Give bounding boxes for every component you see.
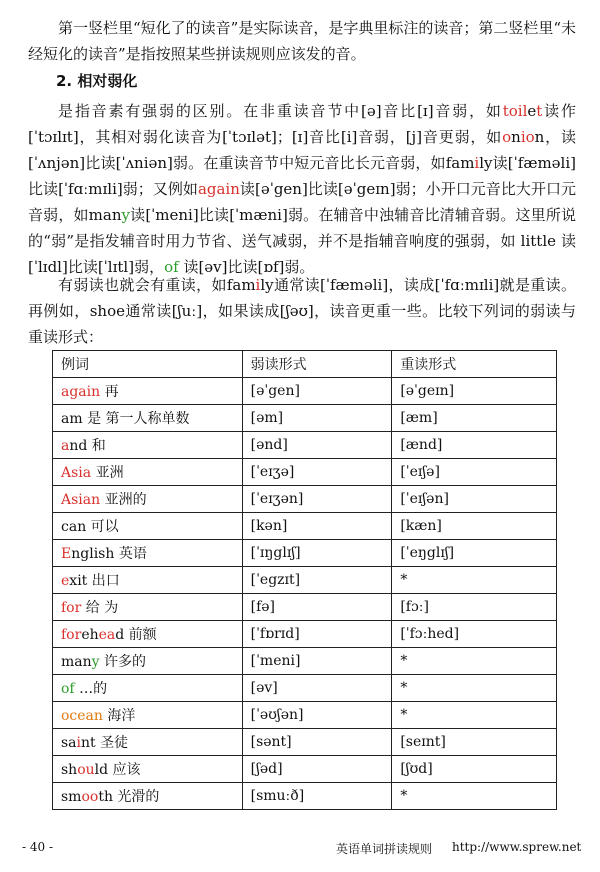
- strong-form-cell: [ˈeɪʃən]: [392, 486, 557, 513]
- table-row: [53, 567, 557, 594]
- strong-form-cell: [æm]: [392, 405, 557, 432]
- text-run: 通常读[ʃuː]，如果读成[ʃəʊ]，读音更重一些。比较下列词的弱读与重读形式：: [28, 302, 576, 346]
- example-word-cell: [53, 540, 243, 567]
- strong-form-cell: [ˈeɪʃə]: [392, 459, 557, 486]
- example-word-cell: [53, 783, 243, 810]
- table-row: [53, 702, 557, 729]
- text-run: i: [474, 154, 480, 172]
- strong-form-cell: *: [392, 567, 557, 594]
- text-run: a: [61, 438, 70, 454]
- example-word-cell: [53, 756, 243, 783]
- word-meaning: 英语: [114, 546, 147, 562]
- example-word-cell: [53, 513, 243, 540]
- text-run: of: [164, 258, 179, 276]
- text-run: nd: [69, 438, 88, 454]
- text-run: 读[əˈgen]比读[əˈgeɪn]弱；小开口元音比大开口元音弱，如: [28, 180, 576, 224]
- text-run: 读[ˈlɪdl]比读[ˈlɪtl]弱，: [28, 232, 576, 276]
- text-run: ld: [94, 762, 109, 778]
- header-weak-form: 弱读形式: [242, 351, 392, 378]
- paragraph-relative-weakening: [28, 98, 576, 280]
- paragraph-stressed-forms: [28, 272, 576, 350]
- strong-form-cell: [fɔː]: [392, 594, 557, 621]
- strong-form-cell: [ʃʊd]: [392, 756, 557, 783]
- text-run: 读[ˈmeni]比读[ˈmæni]弱。在辅音中浊辅音比清辅音弱。这里所说的“弱”是指发辅音时用力节省、送气减弱，并不是指辅音响度的强弱，如 li: [28, 206, 576, 250]
- word-meaning: 前额: [124, 627, 157, 643]
- text-run: eh: [81, 627, 99, 643]
- word-meaning: …的: [74, 681, 108, 697]
- text-run: for: [61, 627, 82, 643]
- example-word-cell: [53, 459, 243, 486]
- table-row: [53, 432, 557, 459]
- text-run: man: [61, 654, 92, 670]
- text-run: ea: [98, 627, 116, 643]
- weak-form-cell: [kən]: [242, 513, 392, 540]
- example-word-cell: [53, 567, 243, 594]
- weak-form-cell: [ʃəd]: [242, 756, 392, 783]
- text-run: 读作[ˈtɔɪlɪt]，其相对弱化读音为[ˈtɔɪlət]；[ɪ]音比[i]音弱，[j]音更弱，如: [28, 102, 576, 146]
- text-run: of: [61, 681, 75, 697]
- text-run: nglish: [71, 546, 115, 562]
- word-meaning: 光滑的: [112, 789, 160, 805]
- text-run: i: [255, 276, 261, 294]
- weak-form-cell: [ˈəʊʃən]: [242, 702, 392, 729]
- word-meaning: 亚洲的: [100, 492, 147, 508]
- text-run: fam: [445, 154, 475, 172]
- table-row: [53, 594, 557, 621]
- example-word-cell: [53, 432, 243, 459]
- text-run: nt: [81, 735, 96, 751]
- weak-strong-forms-table: [52, 350, 557, 810]
- example-word-cell: [53, 621, 243, 648]
- weak-form-cell: [smuːð]: [242, 783, 392, 810]
- weak-form-cell: [ˈeɪʒən]: [242, 486, 392, 513]
- weak-form-cell: [ˈegzɪt]: [242, 567, 392, 594]
- text-run: n: [511, 128, 521, 146]
- example-word-cell: [53, 378, 243, 405]
- text-run: i: [76, 735, 82, 751]
- text-run: can: [61, 519, 87, 535]
- table-row: [53, 513, 557, 540]
- strong-form-cell: [ˈeŋglɪʃ]: [392, 540, 557, 567]
- table-row: [53, 729, 557, 756]
- example-word-cell: [53, 729, 243, 756]
- weak-form-cell: [ˈeɪʒə]: [242, 459, 392, 486]
- strong-form-cell: *: [392, 783, 557, 810]
- text-run: io: [520, 128, 535, 146]
- text-run: shoe: [89, 302, 125, 320]
- text-run: Asia: [61, 465, 92, 481]
- table-row: [53, 756, 557, 783]
- weak-form-cell: [ˈfɒrɪd]: [242, 621, 392, 648]
- weak-form-cell: [sənt]: [242, 729, 392, 756]
- page-number: - 40 -: [22, 840, 54, 854]
- text-run: ，读[ˈʌnjən]比读[ˈʌniən]弱。在重读音节中短元音比长元音弱，如: [28, 128, 576, 172]
- text-run: tt: [530, 232, 543, 250]
- text-run: again: [197, 180, 240, 198]
- text-run: ocean: [61, 708, 103, 724]
- word-meaning: 亚洲: [91, 465, 124, 481]
- footer-book-title: 英语单词拼读规则: [336, 842, 433, 856]
- weak-form-cell: [ˈmeni]: [242, 648, 392, 675]
- text-run: ou: [77, 762, 95, 778]
- text-run: E: [61, 546, 72, 562]
- word-meaning: 可以: [86, 519, 119, 535]
- text-run: le: [542, 232, 556, 250]
- text-run: y: [121, 206, 130, 224]
- text-run: o: [502, 128, 512, 146]
- strong-form-cell: [ˈfɔːhed]: [392, 621, 557, 648]
- header-strong-form: 重读形式: [392, 351, 557, 378]
- word-meaning: 给 为: [81, 600, 119, 616]
- weak-form-cell: [ˈɪŋglɪʃ]: [242, 540, 392, 567]
- table-row: [53, 378, 557, 405]
- word-meaning: 圣徒: [95, 735, 129, 751]
- text-run: for: [61, 600, 82, 616]
- text-run: ly: [479, 154, 493, 172]
- text-run: d: [115, 627, 125, 643]
- section-heading: 2. 相对弱化: [56, 72, 138, 90]
- word-meaning: 海洋: [102, 708, 136, 724]
- word-meaning: 是 第一人称单数: [82, 411, 190, 427]
- weak-form-cell: [ənd]: [242, 432, 392, 459]
- strong-form-cell: *: [392, 675, 557, 702]
- strong-form-cell: [əˈgeɪn]: [392, 378, 557, 405]
- text-run: th: [98, 789, 113, 805]
- text-run: 读[ˈfæməli]比读[ˈfɑːmɪli]弱；又例如: [28, 154, 576, 198]
- example-word-cell: [53, 405, 243, 432]
- text-run: toil: [502, 102, 528, 120]
- example-word-cell: [53, 486, 243, 513]
- example-word-cell: [53, 675, 243, 702]
- weak-form-cell: [fə]: [242, 594, 392, 621]
- text-run: man: [88, 206, 122, 224]
- text-run: n: [534, 128, 545, 146]
- table-row: [53, 648, 557, 675]
- table-header-row: [53, 351, 557, 378]
- word-meaning: 再: [100, 384, 119, 400]
- table-row: [53, 459, 557, 486]
- text-run: Asian: [61, 492, 101, 508]
- page-footer: [0, 840, 600, 860]
- table-row: [53, 675, 557, 702]
- word-meaning: 和: [87, 438, 106, 454]
- text-run: sh: [61, 762, 78, 778]
- word-meaning: 许多的: [99, 654, 147, 670]
- example-word-cell: [53, 594, 243, 621]
- paragraph-short-vowel-note: 第一竖栏里“短化了的读音”是实际读音，是字典里标注的读音；第二竖栏里“未经短化的读音”是指按照某些拼读规则应该发的音。: [28, 19, 577, 63]
- text-run: 有弱读也就会有重读，如: [58, 276, 227, 294]
- strong-form-cell: [seɪnt]: [392, 729, 557, 756]
- text-run: e: [527, 102, 537, 120]
- weak-form-cell: [əˈgen]: [242, 378, 392, 405]
- text-run: ly: [260, 276, 274, 294]
- text-run: am: [61, 411, 83, 427]
- weak-form-cell: [əm]: [242, 405, 392, 432]
- text-run: again: [61, 384, 101, 400]
- footer-url-link[interactable]: http://www.sprew.net: [452, 840, 582, 854]
- word-meaning: 应该: [108, 762, 141, 778]
- text-run: xit: [69, 573, 88, 589]
- text-run: fam: [226, 276, 256, 294]
- text-run: 通常读[ˈfæməli]，读成[ˈfɑːmɪli]就是重读。再例如，: [28, 276, 576, 320]
- table-row: [53, 783, 557, 810]
- table-row: [53, 621, 557, 648]
- text-run: t: [536, 102, 543, 120]
- strong-form-cell: [ænd]: [392, 432, 557, 459]
- text-run: e: [61, 573, 70, 589]
- strong-form-cell: *: [392, 702, 557, 729]
- strong-form-cell: *: [392, 648, 557, 675]
- header-example-word: 例词: [53, 351, 243, 378]
- text-run: 是指音素有强弱的区别。在非重读音节中[ə]音比[ɪ]音弱，如: [58, 102, 503, 120]
- table-row: [53, 486, 557, 513]
- weak-form-cell: [əv]: [242, 675, 392, 702]
- text-run: sa: [61, 735, 77, 751]
- text-run: y: [91, 654, 100, 670]
- table-row: [53, 540, 557, 567]
- example-word-cell: [53, 648, 243, 675]
- text-run: 读[əv]比读[ɒf]弱。: [178, 258, 315, 276]
- word-meaning: 出口: [87, 573, 120, 589]
- table-row: [53, 405, 557, 432]
- text-run: sm: [61, 789, 82, 805]
- strong-form-cell: [kæn]: [392, 513, 557, 540]
- text-run: oo: [81, 789, 99, 805]
- example-word-cell: [53, 702, 243, 729]
